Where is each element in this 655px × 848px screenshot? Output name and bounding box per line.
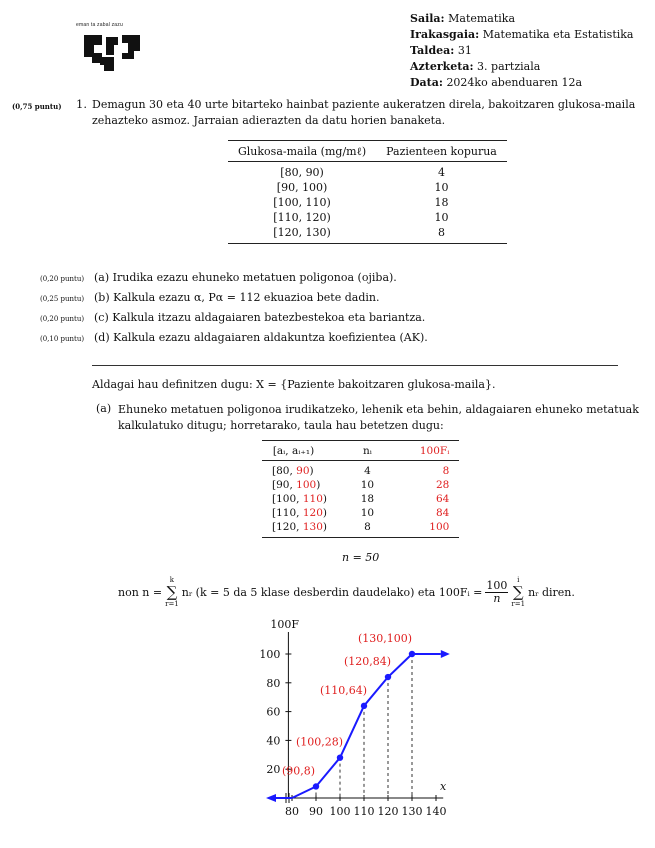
problem-text: Demagun 30 eta 40 urte bitarteko hainbat paziente aukeratzen direla, bakoitzaren glukosa-maila zehazteko asmoz. Jarraian adierazten da datu horien banaketa. xyxy=(92,98,636,127)
problem-number: 1. xyxy=(76,97,87,111)
x-axis-label: x xyxy=(440,780,447,793)
solution-table-header: [aᵢ, aᵢ₊₁) xyxy=(262,441,337,461)
subquestion-d: (0,10 puntu) (d) Kalkula ezazu aldagaiaren aldakuntza koefizientea (AK). xyxy=(40,331,428,344)
table-row: [80, 90) 4 8 xyxy=(272,465,450,477)
solution-table-header: nᵢ xyxy=(337,441,398,461)
x-tick-label: 130 xyxy=(401,805,423,818)
irakasgaia-label: Irakasgaia: xyxy=(410,28,480,41)
table-row: [100, 110) 18 xyxy=(273,196,449,209)
y-tick-label: 60 xyxy=(266,705,281,719)
subquestion-b: (0,25 puntu) (b) Kalkula ezazu α, Pα = 112 ekuazioa bete dadin. xyxy=(40,291,380,304)
x-tick-label: 140 xyxy=(425,805,447,818)
point-label: (130,100) xyxy=(358,632,413,645)
ogive-point xyxy=(337,754,343,760)
table-row: [120, 130) 8 xyxy=(273,226,445,239)
left-arrow-icon xyxy=(266,794,276,802)
y-tick-label: 20 xyxy=(266,763,281,777)
solution-table-header: 100Fᵢ xyxy=(398,441,459,461)
problem-table-header: Pazienteen kopurua xyxy=(376,141,507,162)
logo-caption: eman ta zabal zazu xyxy=(76,22,123,28)
problem-points: (0,75 puntu) xyxy=(12,102,62,111)
table-row: [100, 110) 18 64 xyxy=(272,493,450,505)
point-label: (100,28) xyxy=(296,735,344,749)
taldea-value: 31 xyxy=(457,44,472,57)
x-tick-label: 80 xyxy=(285,805,299,818)
ogive-point xyxy=(409,651,415,657)
point-label: (90,8) xyxy=(282,764,316,778)
azterketa-value: 3. partziala xyxy=(477,60,541,73)
table-row: [90, 100) 10 28 xyxy=(272,479,450,491)
solution-a-label: (a) xyxy=(96,402,112,415)
y-tick-label: 80 xyxy=(266,676,281,690)
ogive-point xyxy=(361,703,367,709)
ogive-point xyxy=(313,783,319,789)
taldea-label: Taldea: xyxy=(410,44,455,57)
table-row: [110, 120) 10 84 xyxy=(272,507,450,519)
x-tick-label: 90 xyxy=(309,805,323,818)
point-label: (120,84) xyxy=(344,655,392,669)
y-tick-label: 100 xyxy=(259,648,281,661)
table-row: [90, 100) 10 xyxy=(276,181,449,194)
right-arrow-icon xyxy=(441,650,450,658)
table-row: [120, 130) 8 100 xyxy=(272,521,450,533)
x-tick-label: 110 xyxy=(353,805,375,818)
table-total: n = 50 xyxy=(342,551,380,564)
azterketa-label: Azterketa: xyxy=(410,60,474,73)
data-value: 2024ko abenduaren 12a xyxy=(446,76,582,89)
problem-table-header: Glukosa-maila (mg/mℓ) xyxy=(228,141,376,162)
table-row: [80, 90) 4 xyxy=(280,166,445,179)
y-axis-label: 100F xyxy=(270,618,300,631)
x-tick-label: 100 xyxy=(329,805,351,818)
ogive-point xyxy=(385,674,391,680)
y-tick-label: 40 xyxy=(266,734,281,748)
formula-line: non n = k ∑ r=1 nᵣ (k = 5 da 5 klase desberdin daudelako) eta 100Fᵢ = $\frac{100}{n}$ i ∑ r=1 nᵣ diren. xyxy=(118,575,575,608)
irakasgaia-value: Matematika eta Estatistika xyxy=(482,28,634,41)
data-label: Data: xyxy=(410,76,443,89)
saila-label: Saila: xyxy=(410,12,445,25)
x-tick-label: 120 xyxy=(377,805,399,818)
saila-value: Matematika xyxy=(448,12,516,25)
point-label: (110,64) xyxy=(320,683,368,697)
solution-intro: Aldagai hau definitzen dugu: X = {Paziente bakoitzaren glukosa-maila}. xyxy=(92,378,496,391)
subquestion-a: (0,20 puntu) (a) Irudika ezazu ehuneko metatuen poligonoa (ojiba). xyxy=(40,271,397,284)
table-row: [110, 120) 10 xyxy=(273,211,449,224)
solution-a-text: Ehuneko metatuen poligonoa irudikatzeko, lehenik eta behin, aldagaiaren ehuneko metatuak kalkulatuko ditugu; horretarako, taula hau betetzen dugu: xyxy=(118,403,639,432)
subquestion-c: (0,20 puntu) (c) Kalkula itzazu aldagaiaren batezbestekoa eta bariantza. xyxy=(40,311,426,324)
